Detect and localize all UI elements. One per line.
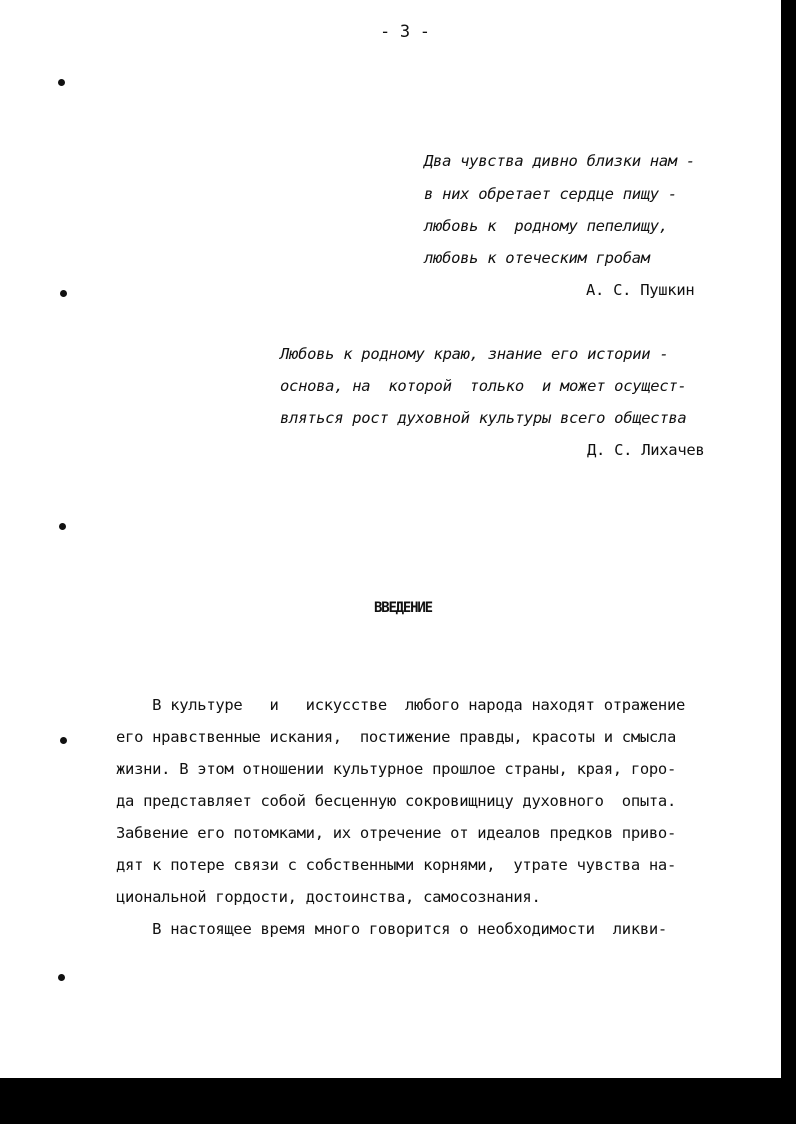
margin-dot bbox=[58, 79, 65, 86]
page-number: - 3 - bbox=[380, 22, 430, 42]
body-line: дят к потере связи с собственными корнями, утрате чувства на- bbox=[116, 856, 676, 874]
body-line: да представляет собой бесценную сокровищницу духовного опыта. bbox=[116, 792, 676, 810]
epigraph1-line: любовь к отеческим гробам bbox=[424, 249, 650, 267]
margin-dot bbox=[59, 523, 66, 530]
margin-dot bbox=[60, 290, 67, 297]
body-line: его нравственные искания, постижение правды, красоты и смысла bbox=[116, 728, 676, 746]
margin-dot bbox=[58, 974, 65, 981]
body-line: жизни. В этом отношении культурное прошлое страны, края, горо- bbox=[116, 760, 676, 778]
section-heading: ВВЕДЕНИЕ bbox=[374, 600, 432, 616]
body-line: В настоящее время много говорится о необходимости ликви- bbox=[116, 920, 667, 938]
epigraph1-line: в них обретает сердце пищу - bbox=[424, 185, 677, 203]
body-line: Забвение его потомками, их отречение от идеалов предков приво- bbox=[116, 824, 676, 842]
body-line: циональной гордости, достоинства, самосознания. bbox=[116, 888, 541, 906]
body-line: В культуре и искусстве любого народа находят отражение bbox=[116, 696, 686, 714]
epigraph1-line: Два чувства дивно близки нам - bbox=[424, 152, 695, 170]
epigraph2-author: Д. С. Лихачев bbox=[587, 441, 705, 459]
epigraph1-author: А. С. Пушкин bbox=[586, 281, 695, 299]
epigraph2-line: вляться рост духовной культуры всего общества bbox=[280, 409, 687, 427]
margin-dot bbox=[60, 737, 67, 744]
epigraph1-line: любовь к родному пепелищу, bbox=[424, 217, 668, 235]
epigraph2-line: Любовь к родному краю, знание его истории - bbox=[280, 345, 669, 363]
epigraph2-line: основа, на которой только и может осущест- bbox=[280, 377, 687, 395]
